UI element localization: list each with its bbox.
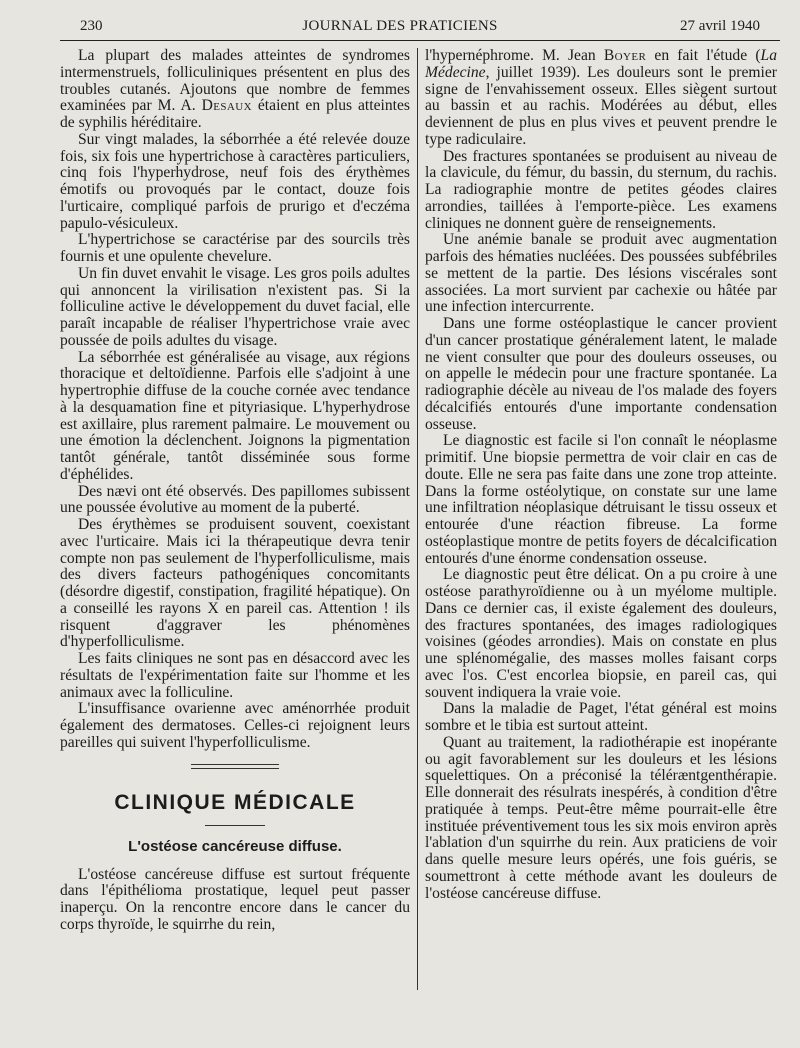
paragraph: Des nævi ont été observés. Des papillomes subissent une poussée évolutive au moment de la puberté. — [60, 482, 410, 517]
paragraph: Les faits cliniques ne sont pas en désaccord avec les résultats de l'expérimentation faite sur l'homme et les animaux avec la folliculine. — [60, 650, 410, 701]
issue-date: 27 avril 1940 — [680, 18, 760, 34]
heading-rule — [205, 825, 265, 826]
running-header — [0, 14, 800, 38]
paragraph: La séborrhée est généralisée au visage, aux régions thoracique et deltoïdienne. Parfois elle s'adjoint à une hypertrophie diffuse de la couche cornée avec tendance à la desquamation fine et pityriasique. L'hyperhydrose est axillaire, plus rarement palmaire. Le mouvement ou une émotion la déclenchent. Joignons la pigmentation tantôt générale, tantôt disséminée sous forme d'éphélides. — [60, 348, 410, 483]
paragraph: L'hypertrichose se caractérise par des sourcils très fournis et une opulente chevelure. — [60, 231, 410, 265]
section-heading: CLINIQUE MÉDICALE — [114, 790, 356, 814]
journal-reference: La Médecine — [425, 47, 777, 81]
journal-title: JOURNAL DES PRATICIENS — [302, 18, 498, 34]
text-run: l'hypernéphrome. M. Jean — [425, 47, 596, 64]
paragraph: Un fin duvet envahit le visage. Les gros poils adultes qui annoncent la virilisation n'existent pas. Si la folliculine active le développement du duvet facial, elle paraît incapable de réaliser l'hypertrichose vraie avec poussée de poils adultes du visage. — [60, 264, 410, 349]
section-separator — [191, 764, 279, 769]
paragraph: Sur vingt malades, la séborrhée a été relevée douze fois, six fois une hypertrichose à caractères particuliers, cinq fois l'hyperhydrose, neuf fois des érythèmes émotifs ou provoqués par le contact, douze fois l'urticaire, compliqué parfois de prurigo et d'eczéma papulo-vésiculeux. — [60, 130, 410, 232]
paragraph: Le diagnostic est facile si l'on connaît le néoplasme primitif. Une biopsie permettra de voir clair en cas de doute. Elle ne sera pas faite dans une zone trop atteinte. Dans la forme ostéolytique, on constate sur une lame une infiltration néoplasique détruisant le tissu osseux et entourée d'une réaction fibreuse. La forme ostéoplastique montre de petits foyers de décalcification entourés d'une énorme condensation osseuse. — [425, 432, 777, 567]
text-run: étaient en plus atteintes de syphilis héréditaire. — [60, 97, 410, 131]
paragraph — [60, 48, 410, 132]
article-title: L'ostéose cancéreuse diffuse. — [128, 837, 342, 855]
paragraph: Une anémie banale se produit avec augmentation parfois des hématies nucléées. Des poussées subfébriles se mettent de la partie. Des lésions viscérales sont associées. La mort survient par cachexie ou hâtée par une infection intercurrente. — [425, 231, 777, 316]
page-number: 230 — [80, 18, 103, 34]
paragraph — [425, 48, 777, 149]
right-column — [425, 48, 777, 902]
text-run: en fait l'étude ( — [654, 47, 761, 64]
paragraph: Quant au traitement, la radiothérapie est inopérante ou agit favorablement sur les douleurs et les lésions squelettiques. On a préconisé la téléræntgenthérapie. Elle donnerait des résulrats inespérés, à condition d'être pratiquée à temps. Peut-être même pourrait-elle être instituée préventivement tous les six mois environ après l'ablation d'un squirrhe du rein. Aux praticiens de voir dans quelle mesure leurs opérés, une fois guéris, se soumettront à cette méthode avant les douleurs de l'ostéose cancéreuse diffuse. — [425, 733, 777, 902]
text-run: , juillet 1939). Les douleurs sont le premier signe de l'envahissement osseux. Elles siègent surtout au bassin et au rachis. Modérées au début, elles deviennent de plus en plus vives et peuvent prendre le type radiculaire. — [425, 63, 777, 148]
author-name: Desaux — [201, 97, 252, 115]
header-rule — [60, 40, 780, 41]
column-divider — [417, 48, 418, 990]
paragraph: Dans une forme ostéoplastique le cancer provient d'un cancer prostatique généralement latent, le malade ne vient consulter que pour des douleurs osseuses, ou on appelle le médecin pour une fracture spontanée. La radiographie décèle au niveau de l'os malade des foyers décalcifiés entourés d'une importante condensation osseuse. — [425, 315, 777, 433]
left-column — [60, 48, 410, 934]
author-name: Boyer — [603, 47, 647, 64]
text-run: La plupart des malades atteintes de syndromes intermenstruels, folliculiniques présentent en plus des troubles cutanés. Ajoutons que nombre de femmes examinées par M. A. — [60, 47, 410, 115]
paragraph: Des érythèmes se produisent souvent, coexistant avec l'urticaire. Mais ici la thérapeutique devra tenir compte non pas seulement de l'hyperfolliculisme, mais des divers facteurs pathogéniques concomitants (désordre digestif, constipation, fragilité hépatique). On a conseillé les rayons X en pareil cas. Attention ! ils risquent d'aggraver les phénomènes d'hyperfolliculisme. — [60, 516, 410, 651]
paragraph: L'insuffisance ovarienne avec aménorrhée produit également des dermatoses. Celles-ci rejoignent leurs pareilles qui suivent l'hyperfolliculisme. — [60, 700, 410, 751]
paragraph: Dans la maladie de Paget, l'état général est moins sombre et le tibia est surtout atteint. — [425, 700, 777, 734]
paragraph: Le diagnostic peut être délicat. On a pu croire à une ostéose parathyroïdienne ou à un myélome multiple. Dans ce dernier cas, il existe également des douleurs, des fractures spontanées, des images radiologiques voisines (géodes arrondies). Mais on constate en plus une splénomégalie, des masses molles faisant corps avec l'os. C'est encorlea biopsie, en pareil cas, qui souvent indiquera la vraie voie. — [425, 566, 777, 701]
paragraph: L'ostéose cancéreuse diffuse est surtout fréquente dans l'épithélioma prostatique, lequel peut passer inaperçu. On la rencontre encore dans le cancer du corps thyroïde, le squirrhe du rein, — [60, 865, 410, 933]
paragraph: Des fractures spontanées se produisent au niveau de la clavicule, du fémur, du bassin, du sternum, du rachis. La radiographie montre de petites géodes claires arrondies, taillées à l'emporte-pièce. Les examens cliniques ne donnent guère de renseignements. — [425, 147, 777, 232]
